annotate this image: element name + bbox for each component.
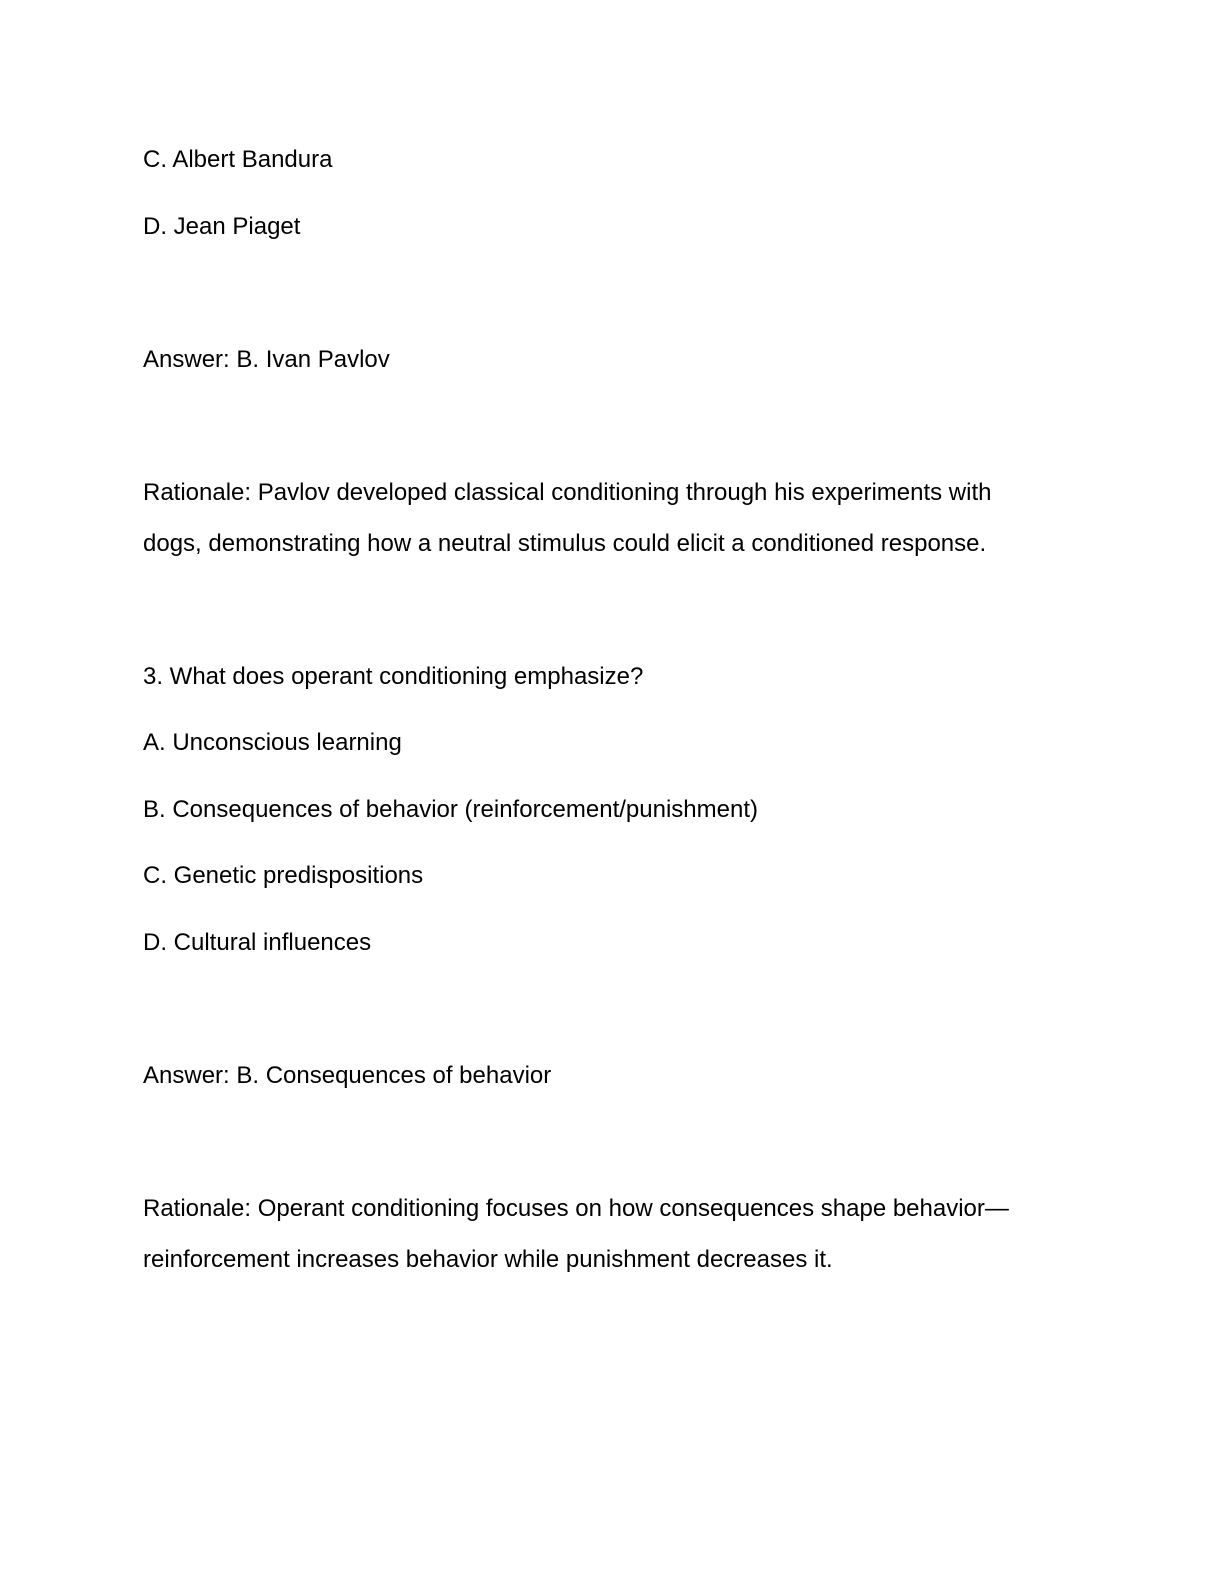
q3-option-c: C. Genetic predispositions — [143, 862, 424, 889]
q2-answer: Answer: B. Ivan Pavlov — [143, 346, 390, 373]
q2-rationale-line-1: Rationale: Pavlov developed classical conditioning through his experiments with — [143, 479, 992, 506]
q3-option-b: B. Consequences of behavior (reinforcement/punishment) — [143, 796, 758, 823]
q2-rationale-line-2: dogs, demonstrating how a neutral stimulus could elicit a conditioned response. — [143, 530, 987, 557]
q3-question: 3. What does operant conditioning emphasize? — [143, 663, 644, 690]
q3-rationale-line-1: Rationale: Operant conditioning focuses on how consequences shape behavior— — [143, 1195, 1009, 1222]
q3-option-a: A. Unconscious learning — [143, 729, 402, 756]
q2-option-c: C. Albert Bandura — [143, 146, 333, 173]
q3-answer: Answer: B. Consequences of behavior — [143, 1062, 552, 1089]
q2-option-d: D. Jean Piaget — [143, 213, 301, 240]
q3-option-d: D. Cultural influences — [143, 929, 372, 956]
q3-rationale-line-2: reinforcement increases behavior while punishment decreases it. — [143, 1246, 833, 1273]
